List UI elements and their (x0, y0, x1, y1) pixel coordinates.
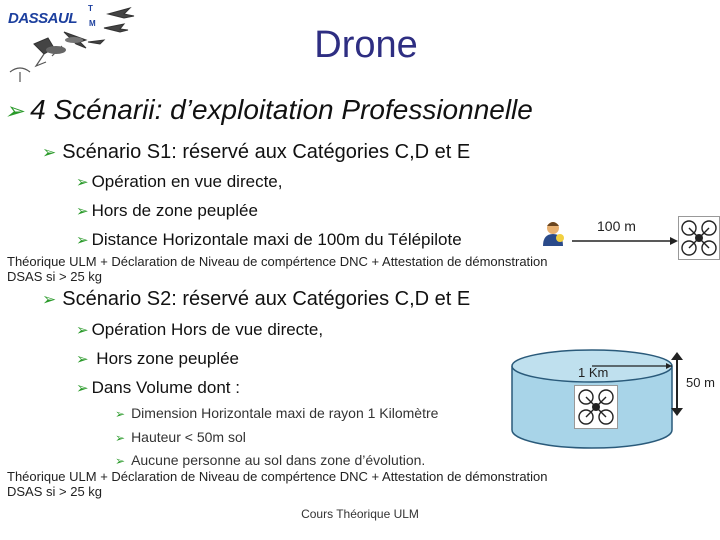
pilot-icon (542, 220, 566, 246)
s2-item (76, 320, 323, 340)
arrow-bullet-icon: ➢ (4, 98, 25, 125)
s2-item (76, 349, 239, 369)
arrow-bullet-icon: ➢ (42, 143, 57, 162)
arrow-bullet-icon: ➢ (76, 174, 89, 191)
scenario-s1-title-text: Scénario S1: réservé aux Catégories C,D et E (62, 141, 471, 163)
page-title: Drone (314, 24, 418, 66)
s1-item (76, 172, 282, 192)
s2-subitem-text: Dimension Horizontale maxi de rayon 1 Kilomètre (131, 405, 439, 421)
main-heading-text: 4 Scénarii: d’exploitation Professionnelle (30, 94, 533, 125)
logo-brand: DASSAUL (8, 10, 78, 27)
s1-requirements-line: DSAS si > 25 kg (7, 269, 103, 284)
arrow-bullet-icon: ➢ (115, 407, 126, 421)
scenario-s2-title-text: Scénario S2: réservé aux Catégories C,D et E (62, 288, 471, 310)
s2-subitem (115, 452, 425, 468)
arrow-bullet-icon: ➢ (76, 351, 89, 368)
s2-subitem (115, 405, 438, 421)
s2-requirements (7, 469, 548, 499)
s2-requirements-line: DSAS si > 25 kg (7, 484, 103, 499)
footer-text: Cours Théorique ULM (301, 507, 419, 521)
s2-item-text: Dans Volume dont : (91, 378, 240, 397)
s1-item-text: Distance Horizontale maxi de 100m du Télépilote (91, 230, 462, 249)
arrow-bullet-icon: ➢ (76, 232, 89, 249)
s2-subitem-text: Hauteur < 50m sol (131, 429, 246, 445)
logo-sup: T (88, 4, 93, 13)
radius-label: 1 Km (578, 365, 609, 380)
s2-item-text: Opération Hors de vue directe, (91, 320, 324, 339)
drone-s2 (574, 385, 618, 429)
quadcopter-icon (679, 217, 719, 259)
s1-item-text: Hors de zone peuplée (91, 201, 258, 220)
s1-requirements-line: Théorique ULM + Déclaration de Niveau de compértence DNC + Attestation de démonstration (7, 254, 548, 269)
arrow-bullet-icon: ➢ (42, 290, 57, 309)
s2-requirements-line: Théorique ULM + Déclaration de Niveau de compértence DNC + Attestation de démonstration (7, 469, 548, 484)
quadcopter-icon (575, 386, 617, 428)
logo-sub: M (89, 19, 96, 28)
distance-label: 100 m (597, 218, 636, 234)
s2-item (76, 378, 240, 398)
arrow-bullet-icon: ➢ (115, 454, 126, 468)
distance-arrow-icon (570, 236, 680, 246)
scenario-s1-title (42, 141, 470, 164)
height-arrow-icon (670, 352, 684, 416)
s1-item (76, 201, 258, 221)
s1-requirements (7, 254, 548, 284)
arrow-bullet-icon: ➢ (115, 431, 126, 445)
height-label: 50 m (686, 375, 715, 390)
s2-subitem (115, 429, 246, 445)
scenario-s2-title (42, 288, 470, 311)
arrow-bullet-icon: ➢ (76, 322, 89, 339)
main-heading (4, 94, 533, 126)
s1-item-text: Opération en vue directe, (91, 172, 283, 191)
arrow-bullet-icon: ➢ (76, 380, 89, 397)
drone-s1 (678, 216, 720, 260)
s2-item-text: Hors zone peuplée (91, 349, 240, 368)
s2-subitem-text: Aucune personne au sol dans zone d’évolution. (131, 452, 426, 468)
s1-item (76, 230, 462, 250)
arrow-bullet-icon: ➢ (76, 203, 89, 220)
